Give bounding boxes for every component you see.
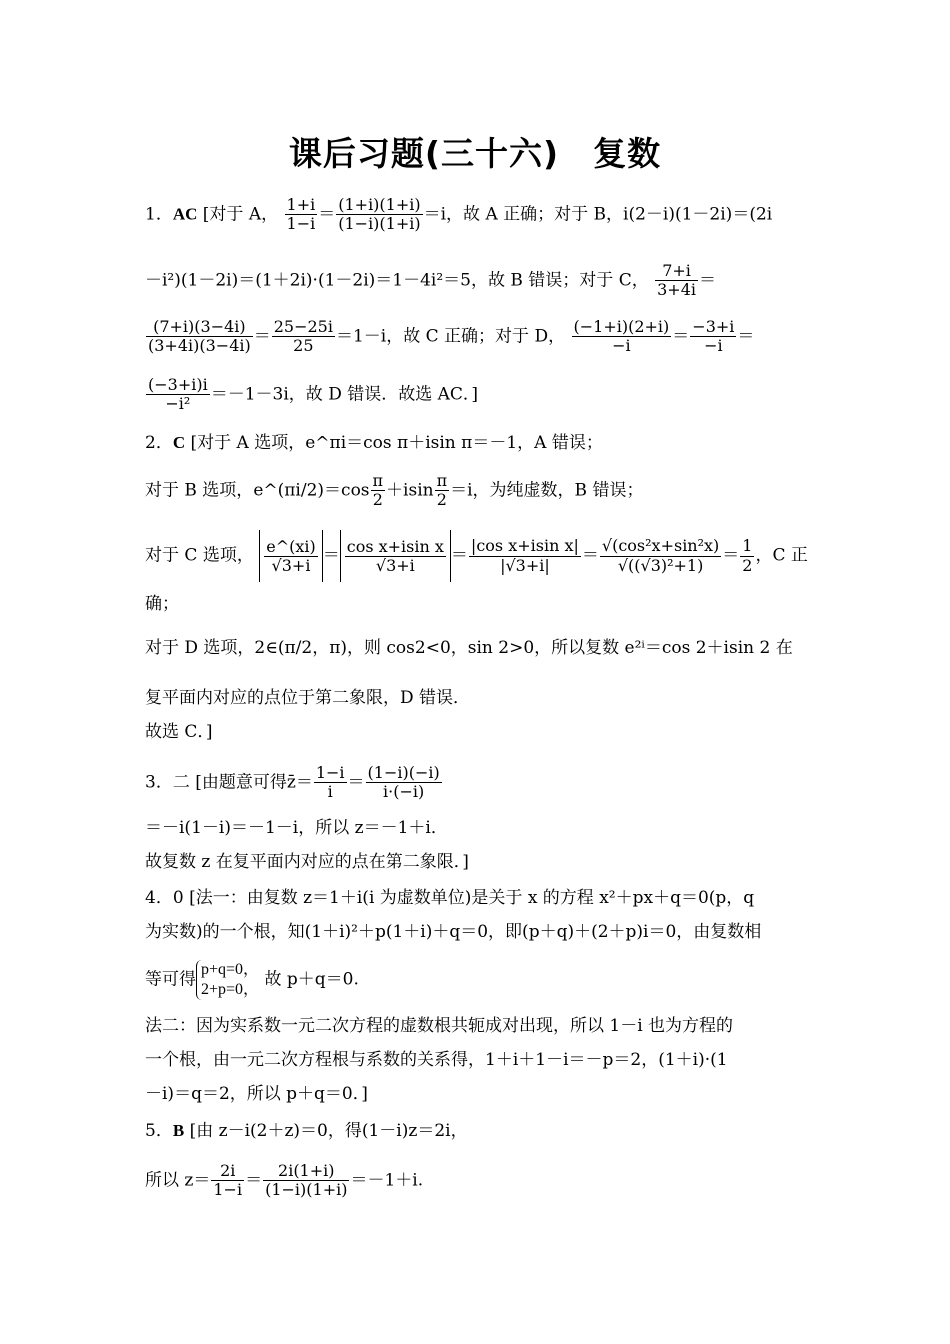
- q1-fraction-8: $\frac{(-3+i)i}{\text{−i²}}$: [148, 375, 208, 414]
- q2-fraction-5: $\frac{1}{2}$: [742, 536, 753, 575]
- q4-number: 4．: [145, 888, 173, 908]
- q1-line-4: $\frac{(-3+i)i}{\text{−i²}}$ ＝－1－3i，故 D 错误．故选 AC．]: [148, 375, 479, 414]
- q2-fraction-3: $\frac{\text{|cos x+isin x|}}{|√3+i|}$: [470, 536, 579, 575]
- q5-line-2: 所以 z＝ $\frac{2i}{1-i}$ ＝ $\frac{2i(1+i)}{(1-i)(1+i)}$ ＝－1＋i.: [145, 1161, 424, 1200]
- q1-line-2: －i²)(1－2i)＝(1＋2i)·(1－2i)＝1－4i²＝5，故 B 错误；对于 C， $\frac{7+i}{3+4i}$ ＝: [145, 261, 716, 300]
- q2-line-7: 故选 C．]: [145, 722, 213, 742]
- q2-line-3: 对于 C 选项， $\frac{e\^{}(xi)}{√3+i}$ ＝ $\frac{\text{cos x+isin x}}{√3+i}$ ＝ $\frac{\text{|cos x+isin x|}}{|√3+i|}$ ＝ $\frac{\text{√(cos²x+sin²x)}}{\text{√((√3)²+1)}}$ ＝ $\frac{1}{2}$ ，C 正: [145, 530, 805, 582]
- q1-fraction-3: $\frac{7+i}{3+4i}$: [657, 261, 696, 300]
- q4-answer: 0: [172, 888, 184, 908]
- q1-answer: AC: [172, 204, 198, 224]
- q1-fraction-4: $\frac{(7+i)(3-4i)}{(3+4i)(3-4i)}$: [148, 317, 251, 356]
- q2-modulus-2: $\frac{\text{cos x+isin x}}{√3+i}$: [346, 536, 444, 575]
- q2-line-1: 2．C [对于 A 选项，e^πi＝cos π＋isin π＝－1，A 错误；: [145, 433, 603, 453]
- q2-fraction-pi-2a: $\frac{\pi}{2}$: [372, 471, 384, 510]
- q4-line-1: 4．0 [法一：由复数 z＝1＋i(i 为虚数单位)是关于 x 的方程 x²＋px＋q＝0(p，q: [145, 888, 755, 908]
- q3-line-1: 3．二 [由题意可得z̄＝ $\frac{1-i}{i}$ ＝ $\frac{(1-i)(-i)}{i\cdot(-i)}$: [145, 763, 440, 802]
- q1-fraction-5: $\frac{25-25i}{25}$: [273, 317, 333, 356]
- q3-line-2: ＝－i(1－i)＝－1－i，所以 z＝－1＋i．: [145, 818, 448, 838]
- q3-number: 3．: [145, 772, 173, 793]
- q2-answer: C: [172, 433, 186, 452]
- q2-line-6: 复平面内对应的点位于第二象限，D 错误．: [145, 688, 471, 708]
- q1-fraction-1: $\frac{1+i}{1-i}$: [286, 195, 316, 234]
- q5-fraction-2: $\frac{2i(1+i)}{(1-i)(1+i)}$: [265, 1161, 348, 1200]
- q4-line-3: 等可得 p+q=0， 2+p=0， 故 p＋q＝0.: [145, 961, 359, 998]
- q4-line-5: 一个根，由一元二次方程根与系数的关系得，1＋i＋1－i＝－p＝2，(1＋i)·(1: [145, 1050, 728, 1070]
- q3-answer: 二: [172, 772, 190, 793]
- q5-fraction-1: $\frac{2i}{1-i}$: [213, 1161, 243, 1200]
- q2-fraction-4: $\frac{\text{√(cos²x+sin²x)}}{\text{√((√3)²+1)}}$: [601, 536, 720, 575]
- q1-line-1: 1．AC [对于 A， $\frac{1+i}{1-i}$ ＝ $\frac{(1+i)(1+i)}{(1-i)(1+i)}$ ＝i，故 A 正确；对于 B，i(2－i)(1－2i)＝(2i: [145, 195, 773, 234]
- q2-modulus-1: $\frac{e\^{}(xi)}{√3+i}$: [266, 536, 316, 575]
- q2-line-2: 对于 B 选项，e^(πi/2)＝cos $\frac{\pi}{2}$ ＋isin $\frac{\pi}{2}$ ＝i，为纯虚数，B 错误；: [145, 471, 644, 510]
- q4-line-4: 法二：因为实系数一元二次方程的虚数根共轭成对出现，所以 1－i 也为方程的: [145, 1016, 734, 1036]
- q4-equation-system: p+q=0， 2+p=0，: [196, 960, 259, 1000]
- q3-fraction-2: $\frac{(1-i)(-i)}{i\cdot(-i)}$: [367, 763, 440, 802]
- page-title: 课后习题(三十六) 复数: [288, 134, 662, 173]
- q5-answer: B: [172, 1121, 185, 1140]
- q1-fraction-6: $\frac{(-1+i)(2+i)}{-i}$: [573, 317, 670, 356]
- q5-line-1: 5．B [由 z－i(2＋z)＝0，得(1－i)z＝2i，: [145, 1121, 468, 1141]
- q1-line-3: $\frac{(7+i)(3-4i)}{(3+4i)(3-4i)}$ ＝ $\frac{25-25i}{25}$ ＝1－i，故 C 正确；对于 D， $\frac{(-1+i)(2+i)}{-i}$ ＝ $\frac{-3+i}{-i}$ ＝: [148, 317, 755, 356]
- q2-line-5: 对于 D 选项，2∈(π/2，π)，则 cos2<0，sin 2>0，所以复数 e²ⁱ＝cos 2＋isin 2 在: [145, 638, 793, 658]
- q1-fraction-7: $\frac{-3+i}{-i}$: [692, 317, 735, 356]
- q2-line-4: 确；: [145, 594, 179, 614]
- q2-fraction-pi-2b: $\frac{\pi}{2}$: [436, 471, 448, 510]
- q3-fraction-1: $\frac{1-i}{i}$: [315, 763, 345, 802]
- q5-number: 5．: [145, 1121, 173, 1141]
- q4-line-6: －i)＝q＝2，所以 p＋q＝0．]: [145, 1084, 368, 1104]
- q2-number: 2．: [145, 433, 173, 453]
- q4-line-2: 为实数)的一个根，知(1＋i)²＋p(1＋i)＋q＝0，即(p＋q)＋(2＋p)i＝0，由复数相: [145, 922, 762, 942]
- q1-number: 1．: [145, 204, 173, 225]
- q3-line-3: 故复数 z 在复平面内对应的点在第二象限．]: [145, 852, 469, 872]
- q1-fraction-2: $\frac{(1+i)(1+i)}{(1-i)(1+i)}$: [338, 195, 421, 234]
